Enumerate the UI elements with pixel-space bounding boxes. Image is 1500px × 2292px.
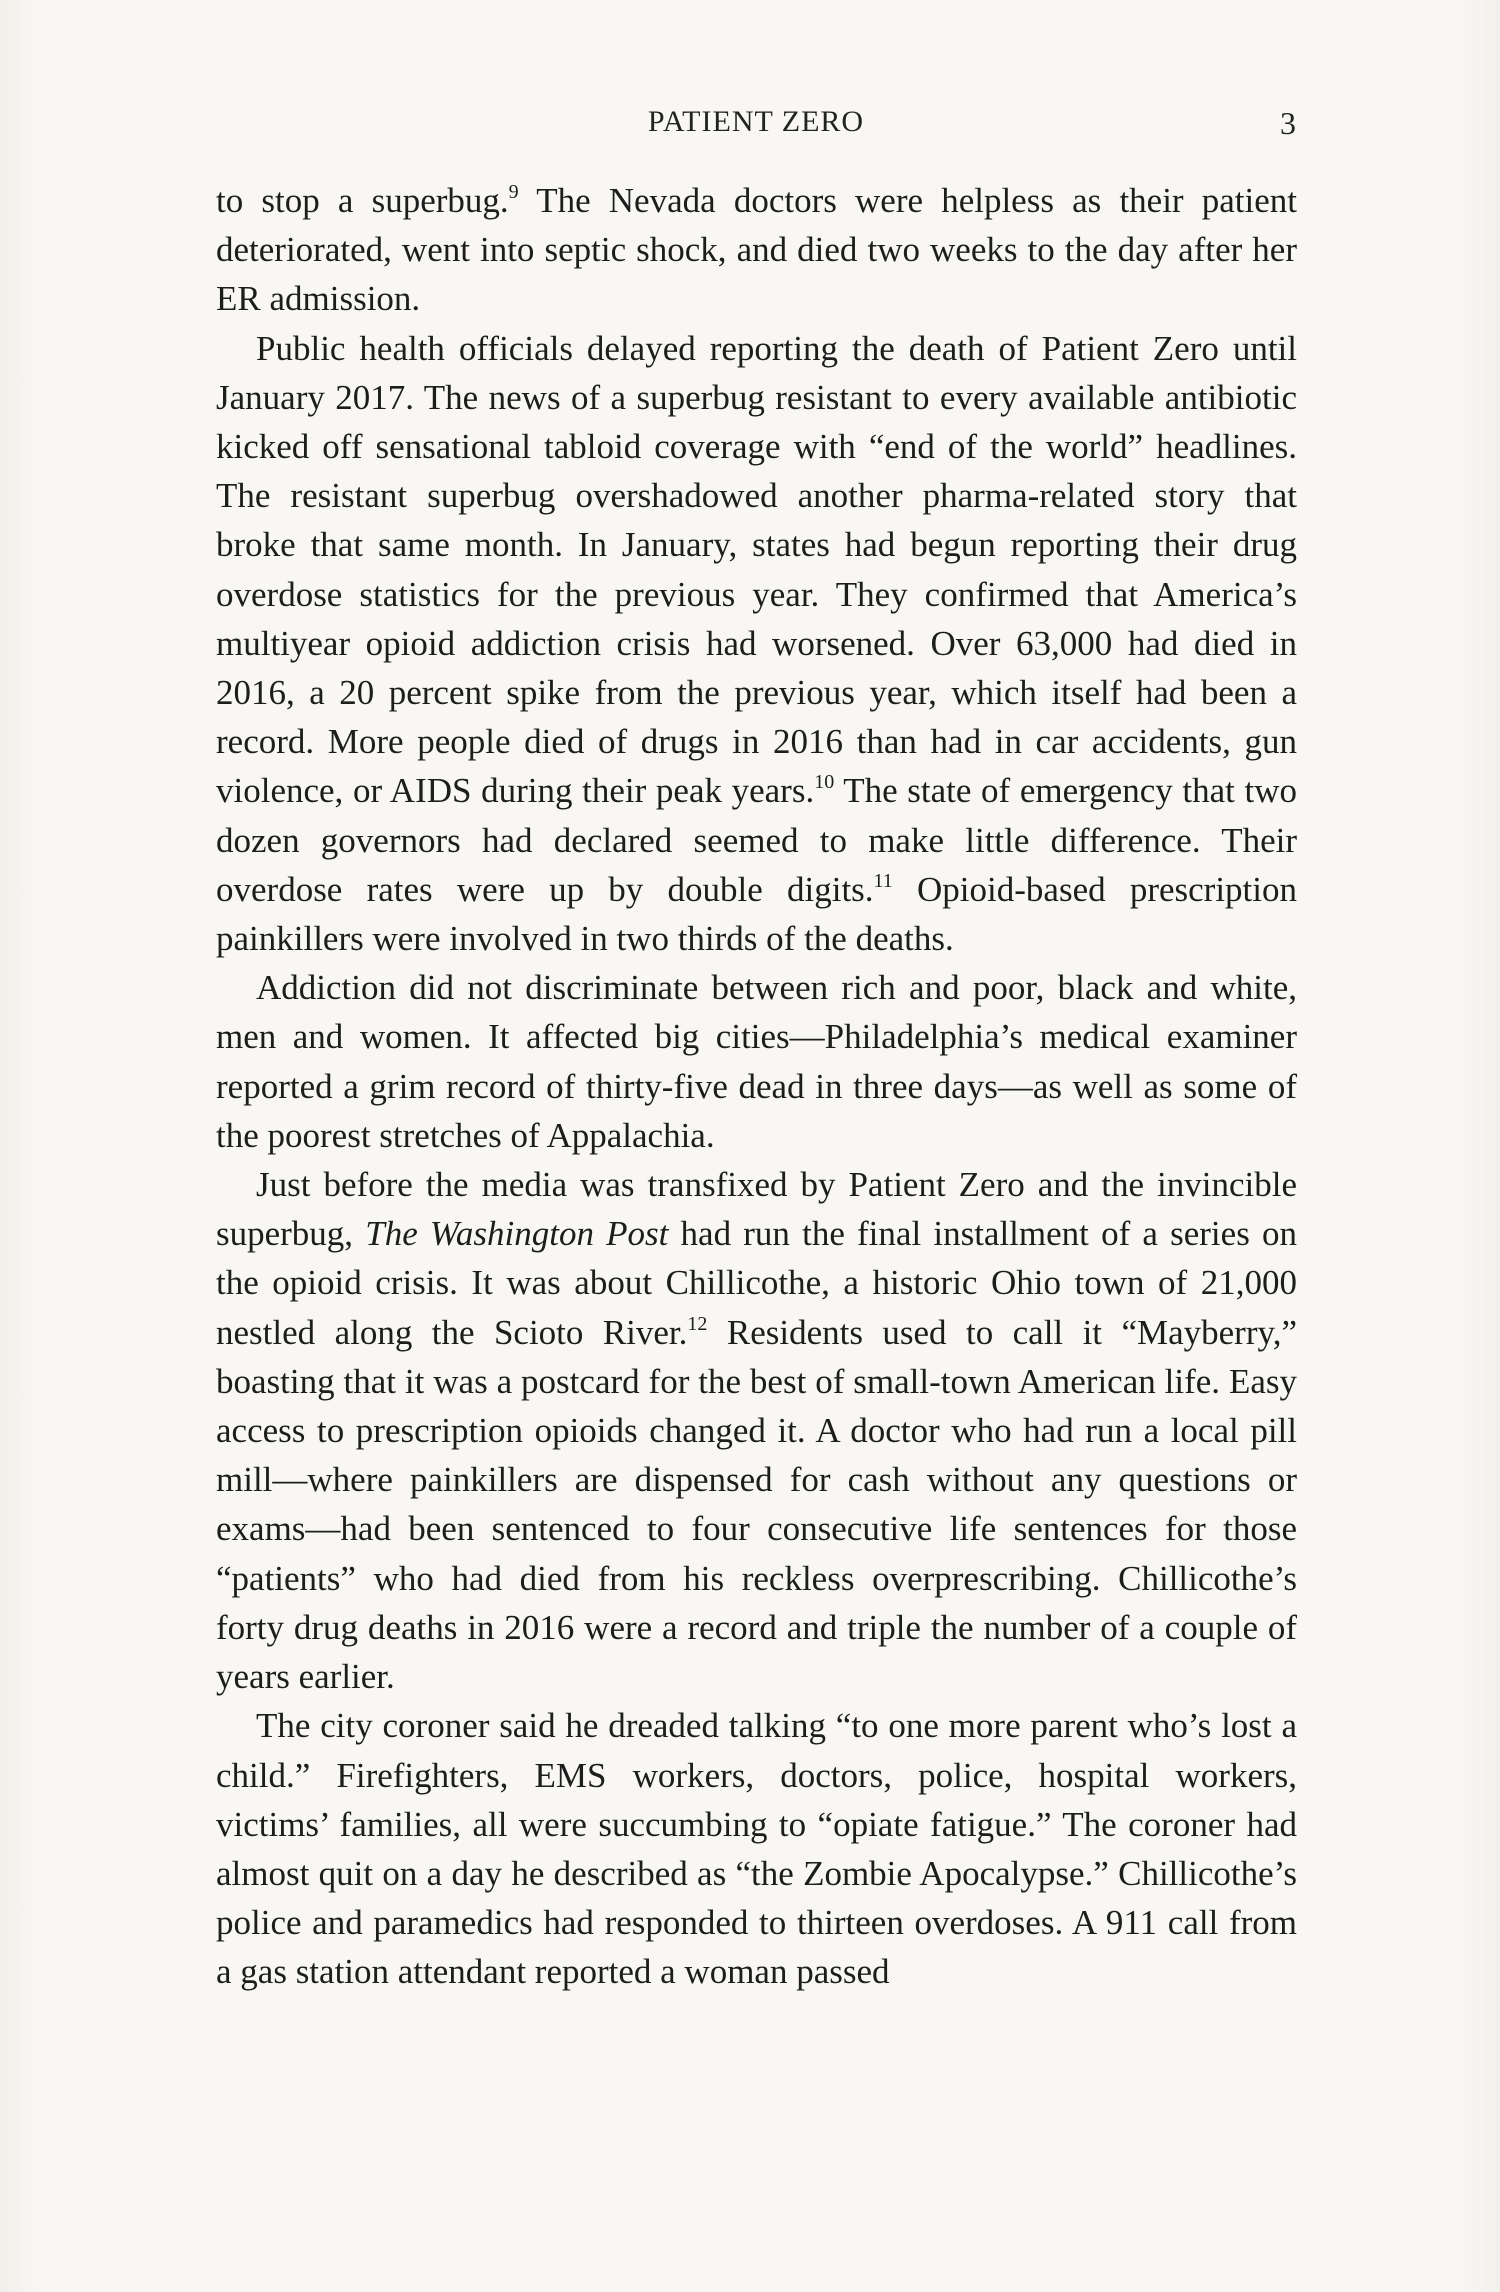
paragraph-5 [216,1701,1297,1996]
footnote-ref-10: 10 [814,771,835,794]
page-number: 3 [1280,105,1296,141]
running-title: PATIENT ZERO [647,105,865,138]
text-span: Residents used to call it “Mayberry,” boasting that it was a postcard for the best of small-town American life. Easy access to prescription opioids changed it. A doctor who had run a local pill mill—where painkillers are dispensed for cash without any questions or exams—had been sentenced to four consecutive life sentences for those “patients” who had died from his reckless overprescribing. Chillicothe’s forty drug deaths in 2016 were a record and triple the number of a couple of years earlier. [216,1312,1298,1697]
paragraph-4 [216,1160,1297,1701]
text-span: Just before the media was transfixed by Patient Zero and the invincible superbug, [216,1165,1297,1254]
text-span: The city coroner said he dreaded talking “to one more parent who’s lost a child.” Firefighters, EMS workers, doctors, police, hospital workers, victims’ families, all were succumbing to “opiate fatigue.” The coroner had almost quit on a day he described as “the Zombie Apocalypse.” Chillicothe’s police and paramedics had responded to thirteen overdoses. A 911 call from a gas station attendant reported a woman passed [216,1706,1297,1992]
text-span: Addiction did not discriminate between rich and poor, black and white, men and women. It affected big cities—Philadelphia’s medical examiner reported a grim record of thirty-five dead in three days—as well as some of the poorest stretches of Appalachia. [216,968,1297,1155]
running-head [216,105,1296,145]
footnote-ref-12: 12 [687,1312,708,1335]
footnote-ref-11: 11 [873,869,893,892]
paragraph-1 [216,176,1297,324]
publication-title: The Washington Post [365,1214,669,1254]
text-span: Opioid-based prescription painkillers were involved in two thirds of the deaths. [216,869,1297,959]
footnote-ref-9: 9 [508,181,519,203]
text-span: Public health officials delayed reporting the death of Patient Zero until January 2017. The news of a superbug resistant to every available antibiotic kicked off sensational tabloid coverage with “end of the world” headlines. The resistant superbug overshadowed another pharma-related story that broke that same month. In January, states had begun reporting their drug overdose statistics for the previous year. They confirmed that America’s multiyear opioid addiction crisis had worsened. Over 63,000 had died in 2016, a 20 percent spike from the previous year, which itself had been a record. More people died of drugs in 2016 than had in car accidents, gun violence, or AIDS during their peak years. [216,328,1297,811]
paragraph-3 [216,963,1297,1160]
text-span: to stop a superbug. [216,181,509,220]
text-span: The Nevada doctors were helpless as their patient deteriorated, went into septic shock, and died two weeks to the day after her ER admission. [216,181,1297,319]
text-span: The state of emergency that two dozen governors had declared seemed to make little difference. Their overdose rates were up by double digits. [216,771,1297,909]
paragraph-2 [216,324,1297,964]
text-span: had run the final installment of a series on the opioid crisis. It was about Chillicothe, a historic Ohio town of 21,000 nestled along the Scioto River. [216,1214,1297,1352]
body-text [216,176,1297,1997]
